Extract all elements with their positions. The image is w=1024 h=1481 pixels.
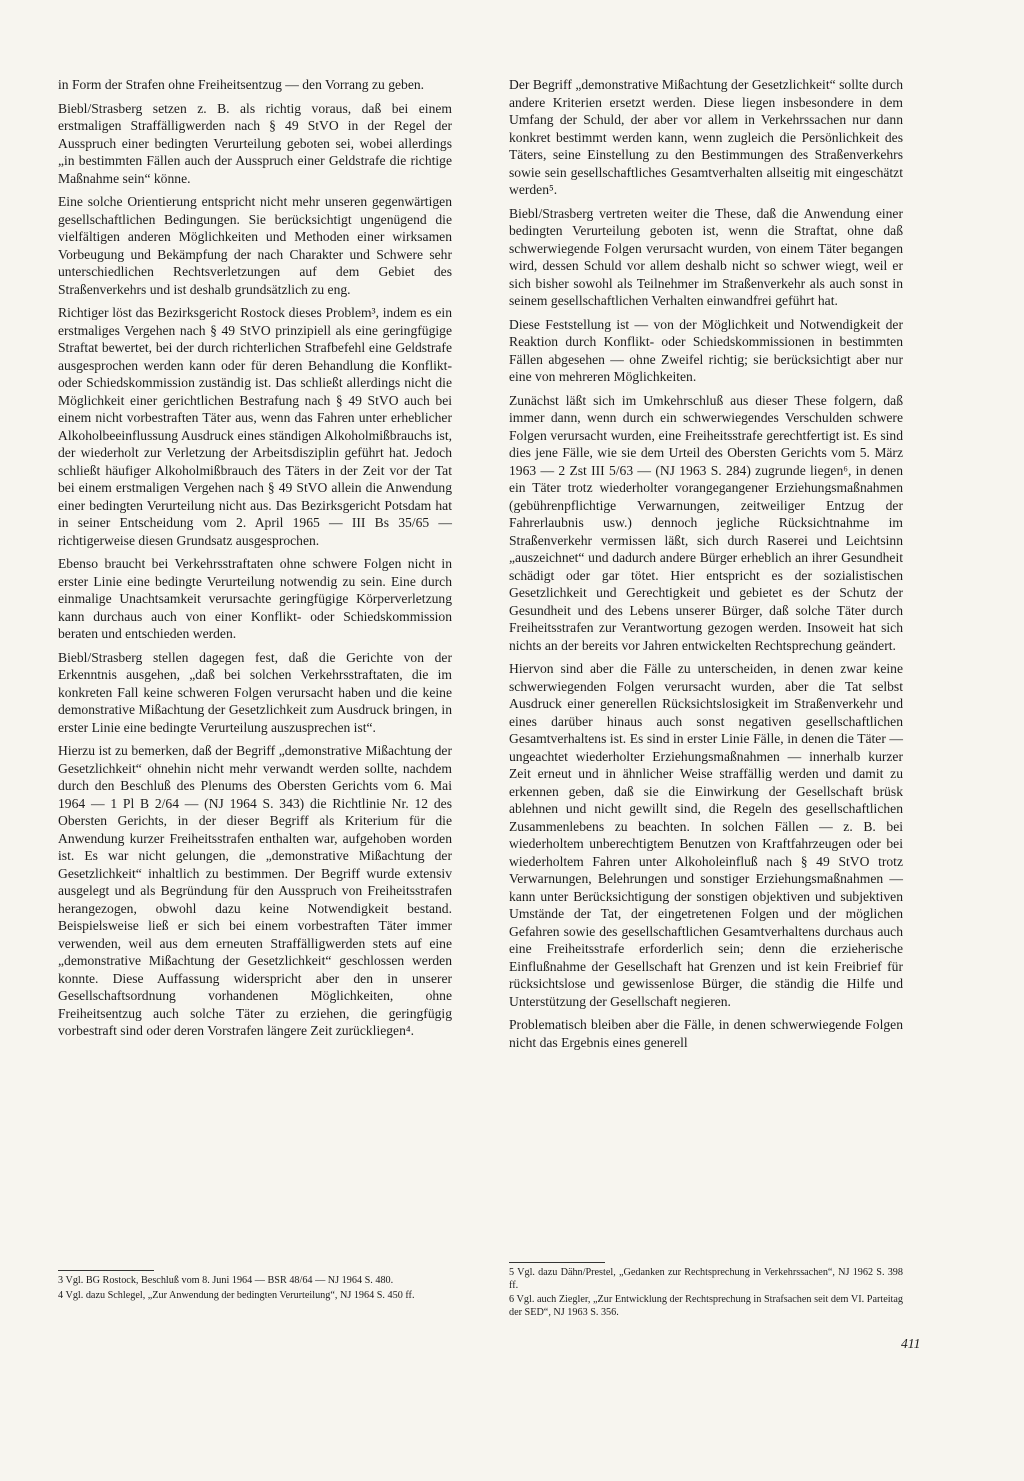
paragraph: Ebenso braucht bei Verkehrsstraftaten ohne schwere Folgen nicht in erster Linie eine bedingte Verurteilung notwendig zu sein. Eine durch einmalige Unachtsamkeit verursachte geringfügige Körperverletzung kann durchaus auch von einer Konflikt- oder Schiedskommission beraten und entschieden werden. (58, 556, 452, 641)
footnote-rule (58, 1270, 154, 1271)
paragraph: Biebl/Strasberg stellen dagegen fest, daß die Gerichte von der Erkenntnis ausgehen, „daß bei solchen Verkehrsstraftaten, die im konkreten Fall keine schweren Folgen verursacht haben und die keine demonstrative Mißachtung der Gesetzlichkeit zum Ausdruck bringen, in erster Linie eine bedingte Verurteilung auszusprechen ist“. (58, 649, 452, 735)
paragraph: Zunächst läßt sich im Umkehrschluß aus dieser These folgern, daß immer dann, wenn durch ein schwerwiegendes Verschulden schwere Folgen verursacht wurden, eine Freiheitsstrafe gerechtfertigt ist. Es sind dies jene Fälle, wie sie dem Urteil des Obersten Gerichts vom 5. März 1963 — 2 Zst III 5/63 — (NJ 1963 S. 284) zugrunde liegen⁶, in denen ein Täter trotz wiederholter vorangegangener Erziehungsmaßnahmen (gebührenpflichtige Verwarnungen, zeitweiliger Entzug der Fahrerlaubnis usw.) dennoch jegliche Rücksichtnahme im Straßenverkehr vermissen läßt, sich durch Raserei und Leichtsinn „auszeichnet“ und dadurch andere Bürger erheblich an ihrer Gesundheit schädigt oder gar tötet. Hier entspricht es der sozialistischen Gesetzlichkeit und Gerechtigkeit und gebietet es der Schutz der Gesundheit und des Lebens unserer Bürger, daß solche Täter durch Freiheitsstrafen zur Verantwortung gezogen werden. Insoweit hat sich nichts an der bereits vor Jahren entwickelten Rechtsprechung geändert. (509, 392, 903, 653)
left-column (58, 76, 452, 1046)
paragraph: in Form der Strafen ohne Freiheitsentzug — den Vorrang zu geben. (58, 77, 425, 92)
paragraph: Problematisch bleiben aber die Fälle, in denen schwerwiegende Folgen nicht das Ergebnis eines generell (509, 1017, 903, 1050)
left-footnotes (58, 1262, 452, 1304)
footnote: 5 Vgl. dazu Dähn/Prestel, „Gedanken zur Rechtsprechung in Verkehrssachen“, NJ 1962 S. 398 ff. (509, 1267, 903, 1291)
page-number: 411 (901, 1336, 921, 1351)
footnote: 4 Vgl. dazu Schlegel, „Zur Anwendung der bedingten Verurteilung“, NJ 1964 S. 450 ff. (58, 1289, 415, 1301)
footnote-rule (509, 1262, 605, 1263)
paragraph: Hierzu ist zu bemerken, daß der Begriff „demonstrative Mißachtung der Gesetzlichkeit“ ohnehin nicht mehr verwandt werden sollte, nachdem durch den Beschluß des Plenums des Obersten Gerichts vom 6. Mai 1964 — 1 Pl B 2/64 — (NJ 1964 S. 343) die Richtlinie Nr. 12 des Obersten Gerichts, in der dieser Begriff als Kriterium für die Anwendung kurzer Freiheitsstrafen enthalten war, aufgehoben worden ist. Es war nicht gelungen, die „demonstrative Mißachtung der Gesetzlichkeit“ inhaltlich zu bestimmen. Der Begriff wurde extensiv ausgelegt und als Begründung für den Ausspruch von Freiheitsstrafen herangezogen, obwohl dazu keine Notwendigkeit bestand. Beispielsweise ließ er sich bei einem vorbestraften Täter immer verwenden, weil aus dem erneuten Straffälligwerden stets auf eine „demonstrative Mißachtung der Gesetzlichkeit“ geschlossen werden konnte. Diese Auffassung widerspricht aber den in unserer Gesellschaftsordnung vorhandenen Möglichkeiten, ohne Freiheitsentzug auch solche Täter zu erziehen, die geringfügig vorbestraft sind oder deren Vorstrafen längere Zeit zurückliegen⁴. (58, 743, 452, 1038)
paragraph: Biebl/Strasberg setzen z. B. als richtig voraus, daß bei einem erstmaligen Straffälligwerden nach § 49 StVO in der Regel der Ausspruch einer bedingten Verurteilung geboten sei, wobei allerdings „in bestimmten Fällen auch der Ausspruch einer Geldstrafe die richtige Maßnahme sein“ könne. (58, 100, 452, 186)
paragraph: Richtiger löst das Bezirksgericht Rostock dieses Problem³, indem es ein erstmaliges Vergehen nach § 49 StVO prinzipiell als eine geringfügige Straftat bewertet, bei der durch richterlichen Strafbefehl eine Geldstrafe ausgesprochen werden kann oder für deren Behandlung die Konflikt- oder Schiedskommission zuständig ist. Das schließt allerdings nicht die Möglichkeit einer gerichtlichen Bestrafung nach § 49 StVO auch bei einem nicht vorbestraften Täter aus, wenn das Fahren unter erheblicher Alkoholbeeinflussung Ausdruck eines ständigen Alkoholmißbrauchs ist, der wiederholt zur Verletzung der Arbeitsdisziplin geführt hat. Jedoch schließt häufiger Alkoholmißbrauch des Täters in der Zeit vor der Tat bei einem erstmaligen Vergehen nach § 49 StVO allein die Anwendung einer bedingten Verurteilung nicht aus. Das Bezirksgericht Potsdam hat in seiner Entscheidung vom 2. April 1965 — III Bs 35/65 — richtigerweise diesen Grundsatz ausgesprochen. (58, 305, 452, 548)
right-footnotes (509, 1254, 903, 1321)
paragraph: Biebl/Strasberg vertreten weiter die These, daß die Anwendung einer bedingten Verurteilung geboten ist, wenn die Straftat, ohne daß schwerwiegende Folgen verursacht wurden, von einem Täter begangen wird, dessen Schuld vor allem deshalb nicht so schwer wiegt, weil er sich bisher sowohl als Teilnehmer im Straßenverkehr als auch sonst in seinem gesellschaftlichen Verhalten einwandfrei geführt hat. (509, 205, 903, 308)
paragraph: Diese Feststellung ist — von der Möglichkeit und Notwendigkeit der Reaktion durch Konflikt- oder Schiedskommissionen in bestimmten Fällen abgesehen — ohne Zweifel richtig; sie berücksichtigt aber nur eine von mehreren Möglichkeiten. (509, 316, 903, 384)
footnote: 3 Vgl. BG Rostock, Beschluß vom 8. Juni 1964 — BSR 48/64 — NJ 1964 S. 480. (58, 1275, 394, 1286)
paragraph: Eine solche Orientierung entspricht nicht mehr unseren gegenwärtigen gesellschaftlichen Bedingungen. Sie berücksichtigt ungenügend die vielfältigen anderen Möglichkeiten und Methoden einer wirksamen Vorbeugung und Bekämpfung der nach Charakter und Schwere sehr unterschiedlichen Rechtsverletzungen auf dem Gebiet des Straßenverkehrs und ist deshalb grundsätzlich zu eng. (58, 194, 452, 297)
right-column (509, 76, 903, 1057)
footnote: 6 Vgl. auch Ziegler, „Zur Entwicklung der Rechtsprechung in Strafsachen seit dem VI. Parteitag der SED“, NJ 1963 S. 356. (509, 1294, 903, 1318)
paragraph: Hiervon sind aber die Fälle zu unterscheiden, in denen zwar keine schwerwiegenden Folgen verursacht wurden, aber die Tat selbst Ausdruck einer generellen Rücksichtslosigkeit im Straßenverkehr und eines darüber hinaus auch sonst negativen gesellschaftlichen Gesamtverhaltens ist. Es sind in erster Linie Fälle, in denen die Täter — ungeachtet wiederholter Erziehungsmaßnahmen — innerhalb kurzer Zeit erneut und in ähnlicher Weise straffällig werden und damit zu erkennen geben, daß sie die Einwirkung der Gesellschaft brüsk ablehnen und nicht gewillt sind, die Regeln des gesellschaftlichen Zusammenlebens zu beachten. In solchen Fällen — z. B. bei wiederholtem unberechtigtem Benutzen von Kraftfahrzeugen oder bei wiederholtem Fahren unter Alkoholeinfluß nach § 49 StVO trotz Verwarnungen, Belehrungen und sonstiger Erziehungsmaßnahmen — kann unter Berücksichtigung der sonstigen objektiven und subjektiven Umstände der Tat, der eingetretenen Folgen und der möglichen Gefahren sowie des gesellschaftlichen Gesamtverhaltens durchaus auch eine Freiheitsstrafe erforderlich sein; denn die erzieherische Einflußnahme der Gesellschaft hat Grenzen und ist kein Freibrief für rücksichtslose und gewissenlose Bürger, die ständig die Hilfe und Unterstützung der Gesellschaft negieren. (509, 661, 903, 1009)
paragraph: Der Begriff „demonstrative Mißachtung der Gesetzlichkeit“ sollte durch andere Kriterien ersetzt werden. Diese liegen insbesondere in dem Umfang der Schuld, der aber vor allem in Verkehrssachen nur dann konkret bestimmt werden kann, wenn zugleich die Persönlichkeit des Täters, seine Einstellung zu den Bestimmungen des Straßenverkehrs sowie sein gesellschaftliches Gesamtverhalten allseitig mit eingeschätzt werden⁵. (509, 77, 903, 197)
